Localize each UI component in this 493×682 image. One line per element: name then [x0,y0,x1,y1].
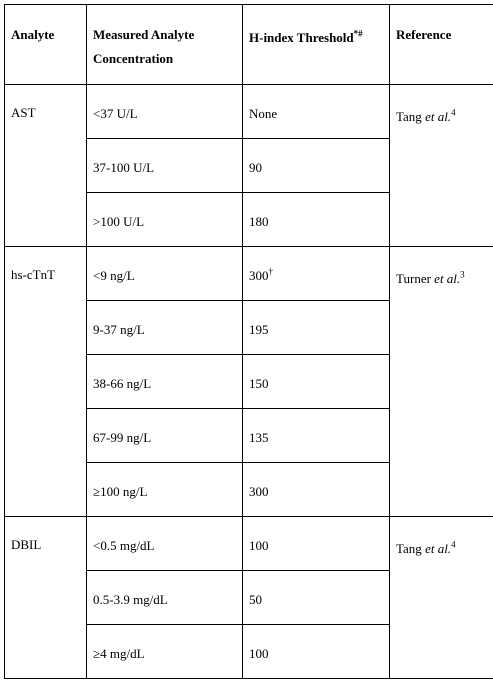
reference-etal: et al. [434,271,461,286]
threshold-value: None [249,106,278,121]
reference-cell [390,517,493,679]
analyte-name: DBIL [11,537,42,552]
header-measured-concentration: Measured Analyte Concentration [87,5,243,85]
concentration-cell [87,463,243,517]
concentration-cell [87,517,243,571]
threshold-cell [243,247,390,301]
concentration-value: 37-100 U/L [93,160,155,175]
threshold-cell [243,625,390,679]
concentration-value: 0.5-3.9 mg/dL [93,592,168,607]
concentration-value: <9 ng/L [93,268,135,283]
header-threshold-footnote-mark: *# [353,28,363,39]
threshold-value: 50 [249,592,262,607]
threshold-cell [243,409,390,463]
analyte-name: AST [11,105,36,120]
reference-author: Tang [396,109,426,124]
threshold-value: 300 [249,268,269,283]
concentration-value: 38-66 ng/L [93,376,152,391]
header-reference: Reference [390,5,493,85]
threshold-cell [243,355,390,409]
threshold-value: 195 [249,322,269,337]
concentration-cell [87,85,243,139]
concentration-value: ≥100 ng/L [93,484,148,499]
threshold-value: 180 [249,214,269,229]
concentration-value: 9-37 ng/L [93,322,145,337]
concentration-value: 67-99 ng/L [93,430,152,445]
threshold-cell [243,85,390,139]
header-threshold-label: H-index Threshold [249,30,354,45]
concentration-cell [87,571,243,625]
concentration-cell [87,139,243,193]
threshold-value: 150 [249,376,269,391]
table-row [5,247,493,301]
threshold-value: 100 [249,646,269,661]
concentration-cell [87,193,243,247]
threshold-cell [243,571,390,625]
table-header-row [5,5,493,85]
threshold-cell [243,139,390,193]
concentration-value: <37 U/L [93,106,138,121]
table-body [5,85,493,679]
threshold-value: 300 [249,484,269,499]
concentration-value: <0.5 mg/dL [93,538,155,553]
reference-cell [390,85,493,247]
reference-citation-number: 4 [451,107,456,118]
reference-etal: et al. [425,541,452,556]
concentration-cell [87,247,243,301]
table-row [5,85,493,139]
analyte-cell [5,85,87,247]
reference-author: Turner [396,271,435,286]
threshold-cell [243,463,390,517]
concentration-cell [87,625,243,679]
table-row [5,517,493,571]
concentration-cell [87,355,243,409]
analyte-name: hs-cTnT [11,267,56,282]
analyte-cell [5,247,87,517]
threshold-cell [243,193,390,247]
concentration-cell [87,409,243,463]
h-index-threshold-table [4,4,493,679]
reference-cell [390,247,493,517]
threshold-value: 100 [249,538,269,553]
threshold-value: 90 [249,160,262,175]
concentration-value: ≥4 mg/dL [93,646,145,661]
threshold-cell [243,517,390,571]
threshold-cell [243,301,390,355]
threshold-value: 135 [249,430,269,445]
header-h-index-threshold [243,5,390,85]
reference-etal: et al. [425,109,452,124]
concentration-value: >100 U/L [93,214,145,229]
threshold-footnote-mark: † [268,266,273,277]
analyte-cell [5,517,87,679]
reference-citation-number: 4 [451,539,456,550]
reference-citation-number: 3 [460,269,465,280]
concentration-cell [87,301,243,355]
reference-author: Tang [396,541,426,556]
header-analyte: Analyte [5,5,87,85]
